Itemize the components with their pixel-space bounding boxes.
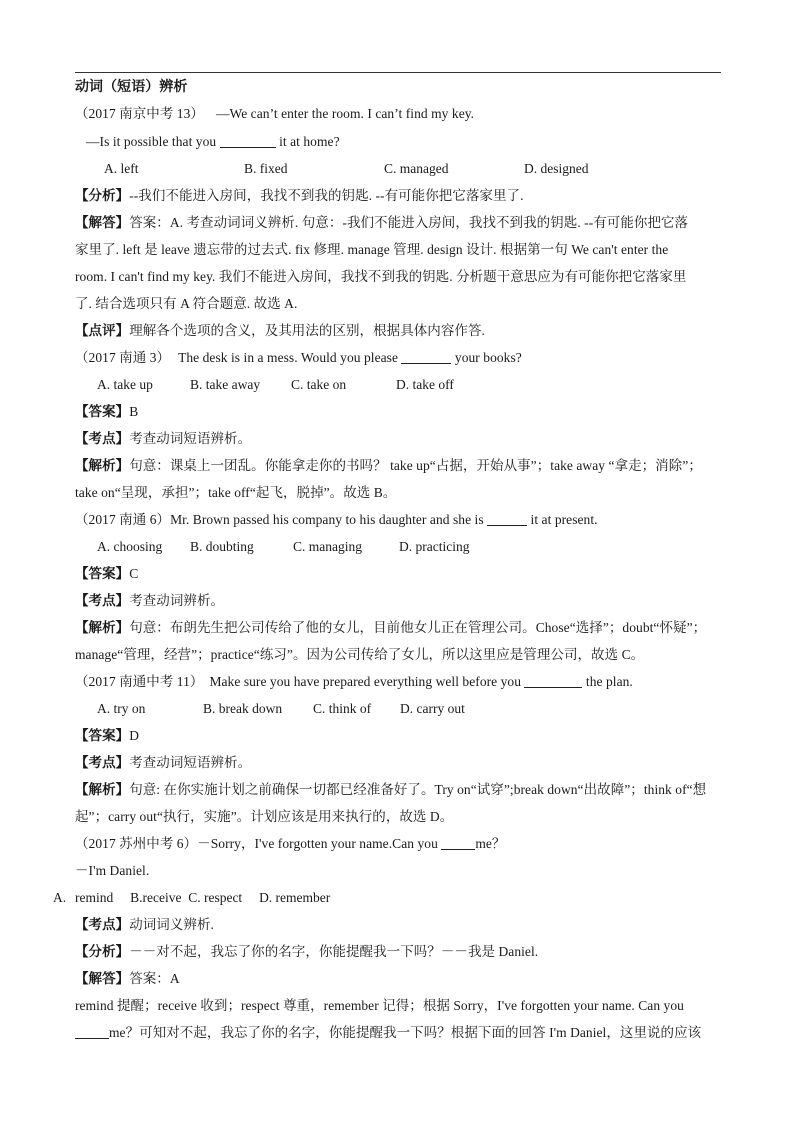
- q2-answer: 【答案】B: [75, 404, 139, 419]
- q5-body-1: remind 提醒；receive 收到；respect 尊重，remember 记得；根据 Sorry，I've forgotten your name. Can you: [75, 998, 684, 1013]
- q4-explanation-1: 【解析】句意: 在你实施计划之前确保一切都已经准备好了。Try on“试穿”;break down“出故障”；think of“想: [75, 782, 707, 797]
- q1-analysis: 【分析】--我们不能进入房间，我找不到我的钥匙. --有可能你把它落家里了.: [75, 188, 524, 203]
- q3-option-c: C. managing: [293, 539, 362, 554]
- answer-blank: [401, 349, 451, 364]
- q3-option-d: D. practicing: [399, 539, 470, 554]
- q5-option-marker: A.: [53, 890, 67, 905]
- q1-option-d: D. designed: [524, 161, 589, 176]
- q5-body-2: me？可知对不起，我忘了你的名字，你能提醒我一下吗？根据下面的回答 I'm Daniel，这里说的应该: [75, 1023, 701, 1043]
- answer-blank: [75, 1024, 109, 1039]
- q1-stem: [75, 104, 474, 124]
- q2-explanation-1: 【解析】句意：课桌上一团乱。你能拿走你的书吗？ take up“占据，开始从事”；take away “拿走；消除”；: [75, 458, 702, 473]
- q2-source: （2017 南通 3）: [75, 350, 171, 365]
- q3-answer: 【答案】C: [75, 566, 139, 581]
- q5-solution: 【解答】答案：A: [75, 971, 180, 986]
- q3-option-b: B. doubting: [190, 539, 254, 554]
- q1-option-c: C. managed: [384, 161, 449, 176]
- q3-explanation-2: manage“管理，经营”；practice“练习”。因为公司传给了女儿，所以这里应是管理公司，故选 C。: [75, 647, 645, 662]
- answer-blank: [441, 835, 475, 850]
- q1-option-a: A. left: [104, 161, 139, 176]
- q4-testpoint: 【考点】考查动词短语辨析。: [75, 755, 252, 770]
- q4-stem: （2017 南通中考 11） Make sure you have prepared everything well before you the plan.: [75, 674, 633, 689]
- q1-solution-2: 家里了. left 是 leave 遗忘带的过去式. fix 修理. manage 管理. design 设计. 根据第一句 We can't enter the: [75, 242, 669, 257]
- q1-solution-4: 了. 结合选项只有 A 符合题意. 故选 A.: [75, 296, 298, 311]
- q2-explanation-2: take on“呈现，承担”；take off“起飞，脱掉”。故选 B。: [75, 485, 397, 500]
- q4-answer: 【答案】D: [75, 728, 140, 743]
- q2-stem: （2017 南通 3） The desk is in a mess. Would you please your books?: [75, 350, 522, 365]
- q4-option-b: B. break down: [203, 701, 283, 716]
- q1-stem-line2: —Is it possible that you it at home?: [86, 134, 340, 149]
- q2-option-c: C. take on: [291, 377, 347, 392]
- q5-stem: （2017 苏州中考 6）－Sorry，I've forgotten your name.Can you me？: [75, 836, 506, 851]
- q1-option-b: B. fixed: [244, 161, 288, 176]
- q5-reply: －I'm Daniel.: [75, 863, 150, 878]
- q5-analysis: 【分析】－－对不起，我忘了你的名字，你能提醒我一下吗？－－我是 Daniel.: [75, 944, 539, 959]
- q5-options: remind B.receive C. respect D. remember: [75, 890, 331, 905]
- q2-testpoint: 【考点】考查动词短语辨析。: [75, 431, 252, 446]
- q2-option-d: D. take off: [396, 377, 454, 392]
- q1-solution-3: room. I can't find my key. 我们不能进入房间，我找不到我的钥匙. 分析题干意思应为有可能你把它落家里: [75, 269, 687, 284]
- q4-explanation-2: 起”；carry out“执行，实施”。计划应该是用来执行的，故选 D。: [75, 809, 454, 824]
- q1-source: （2017 南京中考 13）: [75, 106, 204, 121]
- header-rule: [75, 72, 721, 73]
- answer-blank: [487, 511, 527, 526]
- q1-solution-1: 【解答】答案：A. 考查动词词义辨析. 句意：-我们不能进入房间，我找不到我的钥匙. --有可能你把它落: [75, 215, 689, 230]
- q2-option-b: B. take away: [190, 377, 261, 392]
- answer-blank: [220, 133, 276, 148]
- q3-testpoint: 【考点】考查动词辨析。: [75, 593, 225, 608]
- q3-source: （2017 南通 6）: [75, 512, 171, 527]
- q3-option-a: A. choosing: [97, 539, 163, 554]
- q3-stem: （2017 南通 6）Mr. Brown passed his company to his daughter and she is it at present.: [75, 512, 598, 527]
- q4-option-c: C. think of: [313, 701, 372, 716]
- q3-explanation-1: 【解析】句意：布朗先生把公司传给了他的女儿，目前他女儿正在管理公司。Chose“选择”；doubt“怀疑”；: [75, 620, 707, 635]
- section-title: 动词（短语）辨析: [75, 80, 188, 95]
- q1-comment: 【点评】理解各个选项的含义，及其用法的区别，根据具体内容作答.: [75, 323, 485, 338]
- q5-testpoint: 【考点】动词词义辨析.: [75, 917, 214, 932]
- q4-source: （2017 南通中考 11）: [75, 674, 204, 689]
- q1-stem-text: —We can’t enter the room. I can’t find my key.: [215, 106, 475, 121]
- answer-blank: [524, 673, 582, 688]
- q5-source: （2017 苏州中考 6）: [75, 836, 198, 851]
- q2-option-a: A. take up: [97, 377, 153, 392]
- q4-option-a: A. try on: [97, 701, 146, 716]
- q4-option-d: D. carry out: [400, 701, 465, 716]
